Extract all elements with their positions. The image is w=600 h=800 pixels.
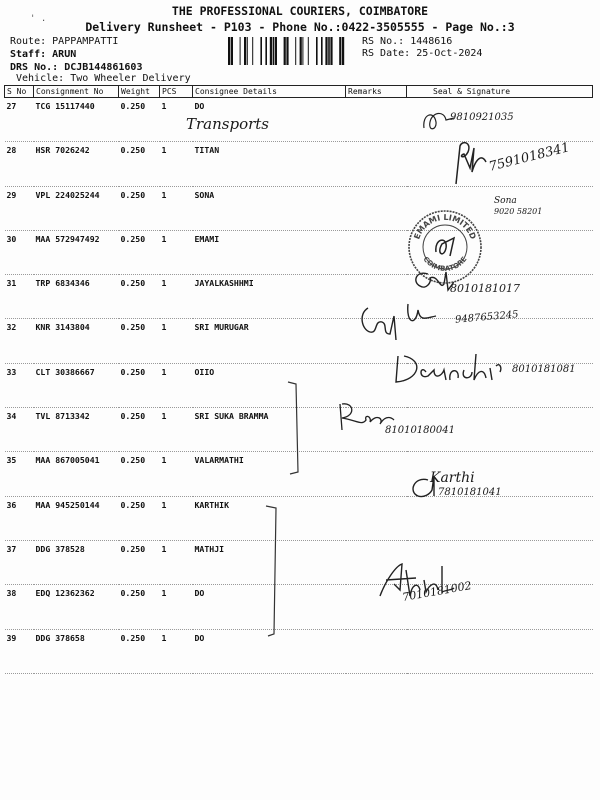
svg-text:COIMBATORE (421, 255, 468, 273)
row-weight: 0.250 (120, 543, 146, 554)
handwritten-phone: 8010181081 (512, 364, 576, 375)
table-header-row (5, 86, 593, 98)
vehicle-label: Vehicle: (16, 73, 65, 84)
row-consignee: SRI MURUGAR (194, 322, 249, 333)
row-pcs: 1 (161, 322, 167, 333)
row-pcs: 1 (161, 278, 167, 289)
row-consignment-no: MAA 945250144 (35, 499, 100, 510)
col-consignee-header: Consignee Details (193, 86, 346, 98)
row-sno: 28 (6, 145, 17, 156)
row-sno: 31 (6, 278, 17, 289)
company-title: THE PROFESSIONAL COURIERS, COIMBATORE (171, 4, 429, 18)
handwritten-phone: 7591018341 (487, 140, 572, 175)
row-consignment-no: DDG 378658 (35, 632, 85, 643)
row-weight: 0.250 (120, 233, 146, 244)
row-sno: 38 (6, 588, 17, 599)
row-sno: 34 (6, 411, 17, 422)
row-weight: 0.250 (120, 455, 146, 466)
row-consignment-no: MAA 572947492 (35, 233, 100, 244)
route-line (10, 36, 118, 47)
row-consignee: KARTHIK (194, 499, 230, 510)
route-label: Route: (10, 36, 47, 47)
col-consignment-header: Consignment No (34, 86, 119, 98)
staff-value: ARUN (52, 49, 77, 60)
row-weight: 0.250 (120, 189, 146, 200)
row-pcs: 1 (161, 632, 167, 643)
handwritten-name: Sona (494, 196, 517, 206)
handwritten-name: Karthi (430, 470, 475, 486)
row-sno: 32 (6, 322, 17, 333)
route-value: PAPPAMPATTI (52, 36, 119, 47)
vehicle-value: Two Wheeler Delivery (70, 73, 191, 84)
row-consignee: SONA (194, 189, 215, 200)
row-consignee: JAYALKASHHMI (194, 278, 254, 289)
row-remarks (346, 186, 407, 230)
row-consignee: DO (194, 101, 205, 111)
svg-text:EMAMI LIMITED (412, 213, 477, 241)
staff-label: Staff: (10, 49, 47, 60)
row-sno: 33 (6, 366, 17, 377)
page-mark: ' . (30, 14, 47, 24)
seal-top-text: EMAMI LIMITED (412, 212, 478, 241)
row-weight: 0.250 (120, 145, 146, 156)
drs-line (10, 62, 142, 73)
row-consignee: SRI SUKA BRAMMA (194, 411, 269, 422)
row-consignee: VALARMATHI (194, 455, 244, 466)
row-remarks (346, 629, 407, 673)
rs-date-label: RS Date: (362, 48, 411, 59)
row-consignment-no: HSR 7026242 (35, 145, 90, 156)
row-weight: 0.250 (120, 322, 146, 333)
signature-image (420, 108, 460, 136)
row-remarks (346, 230, 407, 274)
rs-no-value: 1448616 (410, 36, 453, 47)
table-row (5, 629, 593, 673)
signature-image (446, 138, 494, 188)
row-consignment-no: TRP 6834346 (35, 278, 90, 289)
handwritten-phone: 9020 58201 (494, 207, 543, 216)
row-consignee: TITAN (194, 145, 220, 156)
row-sno: 29 (6, 189, 17, 200)
rs-no-line (362, 36, 452, 47)
handwritten-phone: 7010181002 (401, 579, 473, 604)
row-signature (407, 629, 593, 673)
company-seal-stamp (406, 208, 484, 286)
rs-date-line (362, 48, 482, 59)
row-pcs: 1 (161, 233, 167, 244)
row-sno: 27 (6, 101, 17, 111)
handwritten-note: Transports (186, 115, 270, 133)
table-row (5, 585, 593, 629)
signature-image (356, 300, 446, 342)
vehicle-line (16, 73, 191, 84)
table-row (5, 496, 593, 540)
row-sno: 36 (6, 499, 17, 510)
row-consignee: DO (194, 632, 205, 643)
row-pcs: 1 (161, 189, 167, 200)
col-remarks-header: Remarks (346, 86, 407, 98)
signature-image (390, 350, 515, 386)
row-consignment-no: CLT 30386667 (35, 366, 95, 377)
row-consignment-no: KNR 3143804 (35, 322, 90, 333)
row-consignment-no: DDG 378528 (35, 543, 85, 554)
col-weight-header: Weight (119, 86, 160, 98)
row-consignment-no: TCG 15117440 (35, 101, 95, 111)
row-pcs: 1 (161, 411, 167, 422)
row-signature (407, 496, 593, 540)
row-weight: 0.250 (120, 499, 146, 510)
table-row (5, 540, 593, 584)
row-weight: 0.250 (120, 101, 146, 111)
row-consignee: DO (194, 588, 205, 599)
row-consignment-no: MAA 867005041 (35, 455, 100, 466)
row-consignment-no: EDQ 12362362 (35, 588, 95, 599)
row-remarks (346, 142, 407, 186)
row-pcs: 1 (161, 499, 167, 510)
rs-date-value: 25-Oct-2024 (416, 48, 483, 59)
row-sno: 35 (6, 455, 17, 466)
row-weight: 0.250 (120, 588, 146, 599)
row-sno: 30 (6, 233, 17, 244)
handwritten-phone: 9810921035 (450, 112, 514, 123)
drs-value: DCJB144861603 (64, 62, 143, 73)
handwritten-phone: 81010180041 (385, 425, 455, 436)
row-remarks (346, 496, 407, 540)
row-consignee: OIIO (194, 366, 215, 377)
handwritten-phone: 8010181017 (450, 282, 520, 295)
col-sno-header: S No (5, 86, 34, 98)
table-row (5, 230, 593, 274)
barcode-image (228, 37, 352, 65)
handwritten-phone: 7810181041 (438, 487, 502, 498)
runsheet-title: Delivery Runsheet - P103 - Phone No.:0422-3505555 - Page No.:3 (85, 20, 515, 34)
row-pcs: 1 (161, 543, 167, 554)
row-remarks (346, 98, 407, 142)
signature-image (336, 400, 396, 434)
row-sno: 37 (6, 543, 17, 554)
staff-line (10, 49, 76, 60)
row-consignee: MATHJI (194, 543, 225, 554)
row-weight: 0.250 (120, 278, 146, 289)
bracket-mark (262, 500, 286, 640)
handwritten-phone: 9487653245 (454, 309, 519, 326)
signature-image (406, 474, 436, 500)
row-consignment-no: TVL 8713342 (35, 411, 90, 422)
col-signature-header: Seal & Signature (407, 86, 593, 98)
row-weight: 0.250 (120, 366, 146, 377)
row-consignee: EMAMI (194, 233, 220, 244)
signature-image (376, 560, 456, 600)
row-pcs: 1 (161, 455, 167, 466)
row-pcs: 1 (161, 588, 167, 599)
bracket-mark (284, 378, 308, 478)
drs-label: DRS No.: (10, 62, 59, 73)
row-pcs: 1 (161, 101, 167, 111)
seal-bottom-text: COIMBATORE (421, 255, 469, 273)
row-weight: 0.250 (120, 411, 146, 422)
row-pcs: 1 (161, 145, 167, 156)
row-weight: 0.250 (120, 632, 146, 643)
row-remarks (346, 452, 407, 496)
row-consignment-no: VPL 224025244 (35, 189, 100, 200)
row-sno: 39 (6, 632, 17, 643)
col-pcs-header: PCS (160, 86, 193, 98)
row-pcs: 1 (161, 366, 167, 377)
rs-no-label: RS No.: (362, 36, 405, 47)
